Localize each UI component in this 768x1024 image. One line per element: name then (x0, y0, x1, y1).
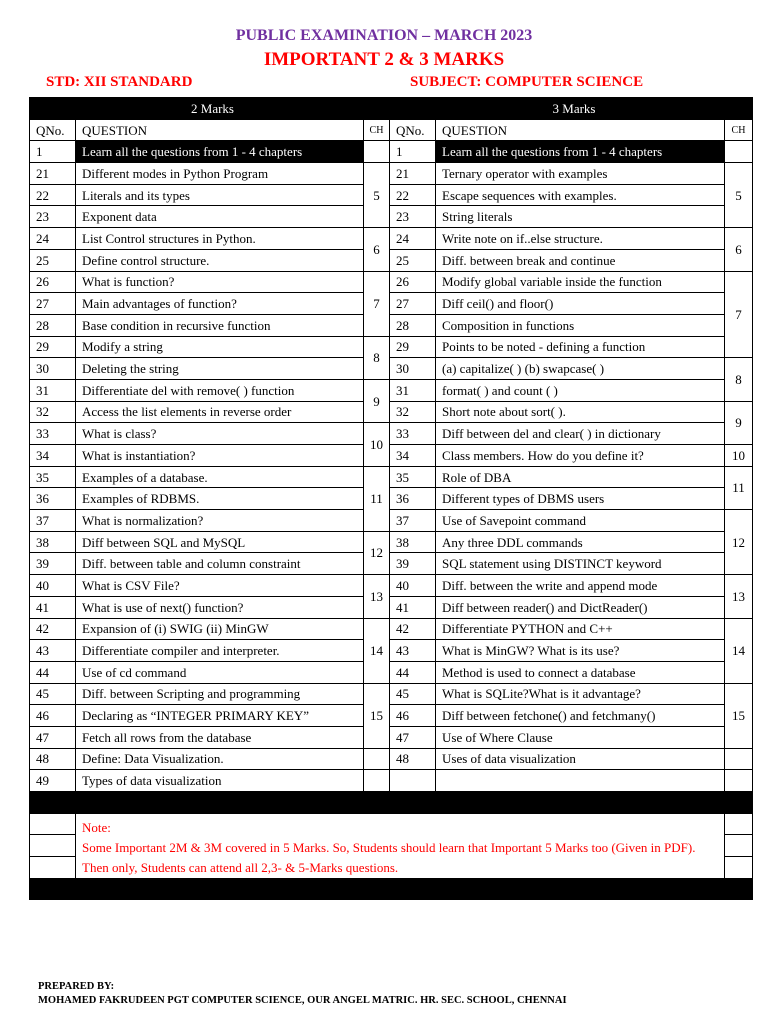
col-question-2: QUESTION (76, 119, 364, 141)
chapter-3 (725, 770, 753, 792)
qno-3: 25 (390, 249, 436, 271)
question-3: Escape sequences with examples. (436, 184, 725, 206)
chapter-2: 6 (364, 228, 390, 271)
chapter-2: 15 (364, 683, 390, 748)
question-2: Define: Data Visualization. (76, 748, 364, 770)
qno-3: 41 (390, 596, 436, 618)
question-3: format( ) and count ( ) (436, 379, 725, 401)
note-left-cell (30, 835, 76, 857)
table-row (30, 336, 753, 358)
qno-2: 30 (30, 358, 76, 380)
chapter-2: 14 (364, 618, 390, 683)
qno-3: 24 (390, 228, 436, 250)
table-row (30, 293, 753, 315)
question-3: Diff ceil() and floor() (436, 293, 725, 315)
qno-3: 32 (390, 401, 436, 423)
question-3: Use of Where Clause (436, 726, 725, 748)
col-qno-2: QNo. (30, 119, 76, 141)
qno-2: 48 (30, 748, 76, 770)
section-2-marks: 2 Marks (30, 98, 390, 120)
qno-2: 29 (30, 336, 76, 358)
divider-bar (30, 878, 753, 900)
question-3: Differentiate PYTHON and C++ (436, 618, 725, 640)
question-3: Diff between del and clear( ) in dictionary (436, 423, 725, 445)
question-3: Role of DBA (436, 466, 725, 488)
question-3: Different types of DBMS users (436, 488, 725, 510)
prepared-by-label: PREPARED BY: (38, 981, 115, 992)
qno-2: 49 (30, 770, 76, 792)
table-row (30, 531, 753, 553)
table-row (30, 575, 753, 597)
chapter-2: 10 (364, 423, 390, 466)
table-row (30, 748, 753, 770)
question-2: Literals and its types (76, 184, 364, 206)
qno-2: 27 (30, 293, 76, 315)
chapter-3: 7 (725, 271, 753, 358)
table-row (30, 206, 753, 228)
question-2: Learn all the questions from 1 - 4 chapters (76, 141, 364, 163)
question-3: Class members. How do you define it? (436, 445, 725, 467)
table-row (30, 379, 753, 401)
qno-2: 31 (30, 379, 76, 401)
qno-2: 37 (30, 510, 76, 532)
chapter-3 (725, 748, 753, 770)
col-ch-3: CH (725, 119, 753, 141)
note-box (76, 813, 725, 878)
question-3: Write note on if..else structure. (436, 228, 725, 250)
question-3: Points to be noted - defining a function (436, 336, 725, 358)
table-row (30, 423, 753, 445)
question-3: Diff. between break and continue (436, 249, 725, 271)
chapter-3: 6 (725, 228, 753, 271)
qno-2: 44 (30, 661, 76, 683)
qno-3: 47 (390, 726, 436, 748)
question-2: Differentiate del with remove( ) function (76, 379, 364, 401)
qno-3: 40 (390, 575, 436, 597)
chapter-3: 14 (725, 618, 753, 683)
question-2: Access the list elements in reverse order (76, 401, 364, 423)
table-row (30, 488, 753, 510)
qno-2: 22 (30, 184, 76, 206)
qno-2: 47 (30, 726, 76, 748)
question-2: Exponent data (76, 206, 364, 228)
qno-2: 43 (30, 640, 76, 662)
page-title: IMPORTANT 2 & 3 MARKS (263, 49, 505, 70)
subject-label: SUBJECT: COMPUTER SCIENCE (410, 74, 644, 90)
table-row (30, 184, 753, 206)
question-2: Different modes in Python Program (76, 163, 364, 185)
qno-3: 43 (390, 640, 436, 662)
table-row (30, 661, 753, 683)
question-3: Uses of data visualization (436, 748, 725, 770)
question-3: String literals (436, 206, 725, 228)
table-row (30, 705, 753, 727)
note-left-cell (30, 857, 76, 879)
qno-2: 21 (30, 163, 76, 185)
question-2: What is instantiation? (76, 445, 364, 467)
question-2: What is normalization? (76, 510, 364, 532)
question-2: Differentiate compiler and interpreter. (76, 640, 364, 662)
table-row (30, 683, 753, 705)
qno-2: 42 (30, 618, 76, 640)
question-2: Main advantages of function? (76, 293, 364, 315)
qno-3: 27 (390, 293, 436, 315)
qno-3: 22 (390, 184, 436, 206)
chapter-3: 10 (725, 445, 753, 467)
qno-2: 35 (30, 466, 76, 488)
qno-3: 28 (390, 314, 436, 336)
qno-3: 1 (390, 141, 436, 163)
qno-3: 33 (390, 423, 436, 445)
qno-2: 36 (30, 488, 76, 510)
table-row (30, 141, 753, 163)
note-left-cell (30, 813, 76, 835)
chapter-2: 13 (364, 575, 390, 618)
note-right-cell (725, 857, 753, 879)
question-3: Modify global variable inside the function (436, 271, 725, 293)
chapter-3: 8 (725, 358, 753, 401)
question-2: Diff. between table and column constraint (76, 553, 364, 575)
question-3: Diff. between the write and append mode (436, 575, 725, 597)
question-3: Short note about sort( ). (436, 401, 725, 423)
exam-title: PUBLIC EXAMINATION – MARCH 2023 (235, 27, 533, 44)
chapter-2: 12 (364, 531, 390, 574)
chapter-2 (364, 770, 390, 792)
question-3: Any three DDL commands (436, 531, 725, 553)
table-row (30, 401, 753, 423)
qno-3: 45 (390, 683, 436, 705)
chapter-2 (364, 748, 390, 770)
qno-3: 38 (390, 531, 436, 553)
qno-2: 34 (30, 445, 76, 467)
table-row (30, 553, 753, 575)
qno-3: 44 (390, 661, 436, 683)
question-3 (436, 770, 725, 792)
qno-2: 45 (30, 683, 76, 705)
question-2: Examples of RDBMS. (76, 488, 364, 510)
question-2: Fetch all rows from the database (76, 726, 364, 748)
qno-2: 26 (30, 271, 76, 293)
question-2: Types of data visualization (76, 770, 364, 792)
qno-3: 37 (390, 510, 436, 532)
qno-3: 42 (390, 618, 436, 640)
qno-3: 23 (390, 206, 436, 228)
question-3: What is MinGW? What is its use? (436, 640, 725, 662)
question-2: Use of cd command (76, 661, 364, 683)
question-2: Diff. between Scripting and programming (76, 683, 364, 705)
note-row (30, 813, 753, 835)
column-header-row (30, 119, 753, 141)
table-row (30, 314, 753, 336)
qno-2: 23 (30, 206, 76, 228)
questions-table (29, 97, 753, 900)
chapter-3: 11 (725, 466, 753, 509)
qno-2: 33 (30, 423, 76, 445)
question-3: What is SQLite?What is it advantage? (436, 683, 725, 705)
qno-3: 29 (390, 336, 436, 358)
table-row (30, 618, 753, 640)
table-row (30, 726, 753, 748)
chapter-2: 9 (364, 379, 390, 422)
chapter-3: 5 (725, 163, 753, 228)
qno-3: 46 (390, 705, 436, 727)
qno-3: 34 (390, 445, 436, 467)
chapter-2 (364, 141, 390, 163)
chapter-2: 11 (364, 466, 390, 531)
qno-3 (390, 770, 436, 792)
question-3: SQL statement using DISTINCT keyword (436, 553, 725, 575)
chapter-2: 7 (364, 271, 390, 336)
col-qno-3: QNo. (390, 119, 436, 141)
chapter-3: 12 (725, 510, 753, 575)
question-3: Ternary operator with examples (436, 163, 725, 185)
qno-3: 48 (390, 748, 436, 770)
note-right-cell (725, 813, 753, 835)
table-row (30, 228, 753, 250)
table-row (30, 358, 753, 380)
table-row (30, 445, 753, 467)
table-row (30, 770, 753, 792)
question-2: Define control structure. (76, 249, 364, 271)
table-row (30, 163, 753, 185)
col-question-3: QUESTION (436, 119, 725, 141)
table-row (30, 596, 753, 618)
question-2: What is use of next() function? (76, 596, 364, 618)
chapter-2: 8 (364, 336, 390, 379)
qno-3: 36 (390, 488, 436, 510)
table-row (30, 466, 753, 488)
note-label: Note: (82, 819, 111, 835)
table-row (30, 271, 753, 293)
qno-2: 40 (30, 575, 76, 597)
question-3: Composition in functions (436, 314, 725, 336)
qno-3: 31 (390, 379, 436, 401)
question-3: Use of Savepoint command (436, 510, 725, 532)
chapter-3: 13 (725, 575, 753, 618)
divider-row (30, 792, 753, 814)
question-2: Base condition in recursive function (76, 314, 364, 336)
question-2: Diff between SQL and MySQL (76, 531, 364, 553)
table-row (30, 640, 753, 662)
note-right-cell (725, 835, 753, 857)
qno-2: 28 (30, 314, 76, 336)
question-2: Modify a string (76, 336, 364, 358)
qno-2: 41 (30, 596, 76, 618)
question-2: Declaring as “INTEGER PRIMARY KEY” (76, 705, 364, 727)
qno-3: 30 (390, 358, 436, 380)
note-text: Some Important 2M & 3M covered in 5 Marks. So, Students should learn that Important 5 Marks too (Given in PDF). Then only, Students can attend all 2,3- & 5-Marks questions. (82, 839, 696, 875)
chapter-3: 15 (725, 683, 753, 748)
question-3: Method is used to connect a database (436, 661, 725, 683)
chapter-3 (725, 141, 753, 163)
table-row (30, 510, 753, 532)
section-header-row (30, 98, 753, 120)
table-row (30, 249, 753, 271)
divider-bar (30, 792, 753, 814)
qno-2: 38 (30, 531, 76, 553)
question-2: What is CSV File? (76, 575, 364, 597)
question-2: What is class? (76, 423, 364, 445)
question-3: Diff between reader() and DictReader() (436, 596, 725, 618)
qno-3: 21 (390, 163, 436, 185)
author-line: MOHAMED FAKRUDEEN PGT COMPUTER SCIENCE, OUR ANGEL MATRIC. HR. SEC. SCHOOL, CHENNAI (38, 995, 567, 1006)
section-3-marks: 3 Marks (390, 98, 753, 120)
question-3: Diff between fetchone() and fetchmany() (436, 705, 725, 727)
chapter-2: 5 (364, 163, 390, 228)
question-3: Learn all the questions from 1 - 4 chapters (436, 141, 725, 163)
standard-label: STD: XII STANDARD (46, 74, 193, 90)
question-3: (a) capitalize( ) (b) swapcase( ) (436, 358, 725, 380)
question-2: Examples of a database. (76, 466, 364, 488)
qno-3: 35 (390, 466, 436, 488)
qno-2: 24 (30, 228, 76, 250)
qno-2: 39 (30, 553, 76, 575)
qno-2: 25 (30, 249, 76, 271)
divider-row (30, 878, 753, 900)
qno-2: 46 (30, 705, 76, 727)
question-2: List Control structures in Python. (76, 228, 364, 250)
qno-2: 1 (30, 141, 76, 163)
chapter-3: 9 (725, 401, 753, 444)
qno-3: 39 (390, 553, 436, 575)
qno-2: 32 (30, 401, 76, 423)
question-2: Expansion of (i) SWIG (ii) MinGW (76, 618, 364, 640)
qno-3: 26 (390, 271, 436, 293)
col-ch-2: CH (364, 119, 390, 141)
question-2: What is function? (76, 271, 364, 293)
question-2: Deleting the string (76, 358, 364, 380)
